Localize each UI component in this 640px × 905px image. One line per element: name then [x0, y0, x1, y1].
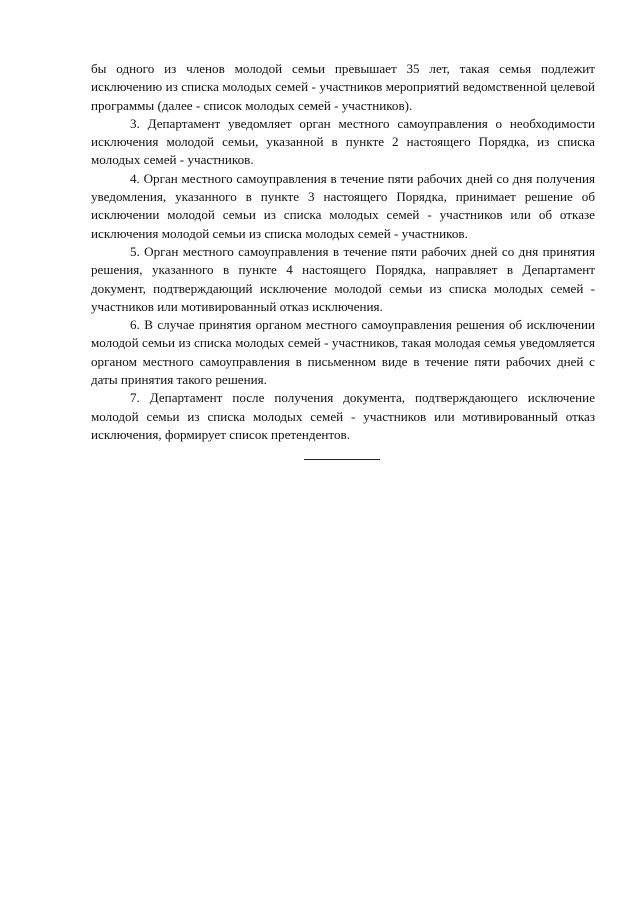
paragraph-item-6: 6. В случае принятия органом местного самоуправления решения об исключении молодой семьи из списка молодых семей - участников, такая молодая семья уведомляется органом местного самоуправления в письменном виде в течение пяти рабочих дней с даты принятия такого решения. — [91, 317, 595, 388]
end-separator-line — [304, 459, 380, 460]
paragraph-continuation: бы одного из членов молодой семьи превышает 35 лет, такая семья подлежит исключению из списка молодых семей - участников мероприятий ведомственной целевой программы (далее - список молодых семей - участников). — [91, 61, 595, 113]
paragraph-item-3: 3. Департамент уведомляет орган местного самоуправления о необходимости исключения молодой семьи, указанной в пункте 2 настоящего Порядка, из списка молодых семей - участников. — [91, 115, 595, 168]
paragraph-item-7: 7. Департамент после получения документа, подтверждающего исключение молодой семьи из списка молодых семей - участников или мотивированный отказ исключения, формирует список претендентов. — [91, 390, 595, 442]
paragraph-item-4: 4. Орган местного самоуправления в течение пяти рабочих дней со дня получения уведомления, указанного в пункте 3 настоящего Порядка, принимает решение об исключении молодой семьи из списка молодых семей - участников или об отказе исключения молодой семьи из списка молодых семей - участников. — [91, 170, 595, 241]
paragraph-item-5: 5. Орган местного самоуправления в течение пяти рабочих дней со дня принятия решения, указанного в пункте 4 настоящего Порядка, направляет в Департамент документ, подтверждающий исключение молодой семьи из списка молодых семей - участников или мотивированный отказ исключения. — [91, 243, 595, 314]
document-body — [91, 60, 595, 444]
